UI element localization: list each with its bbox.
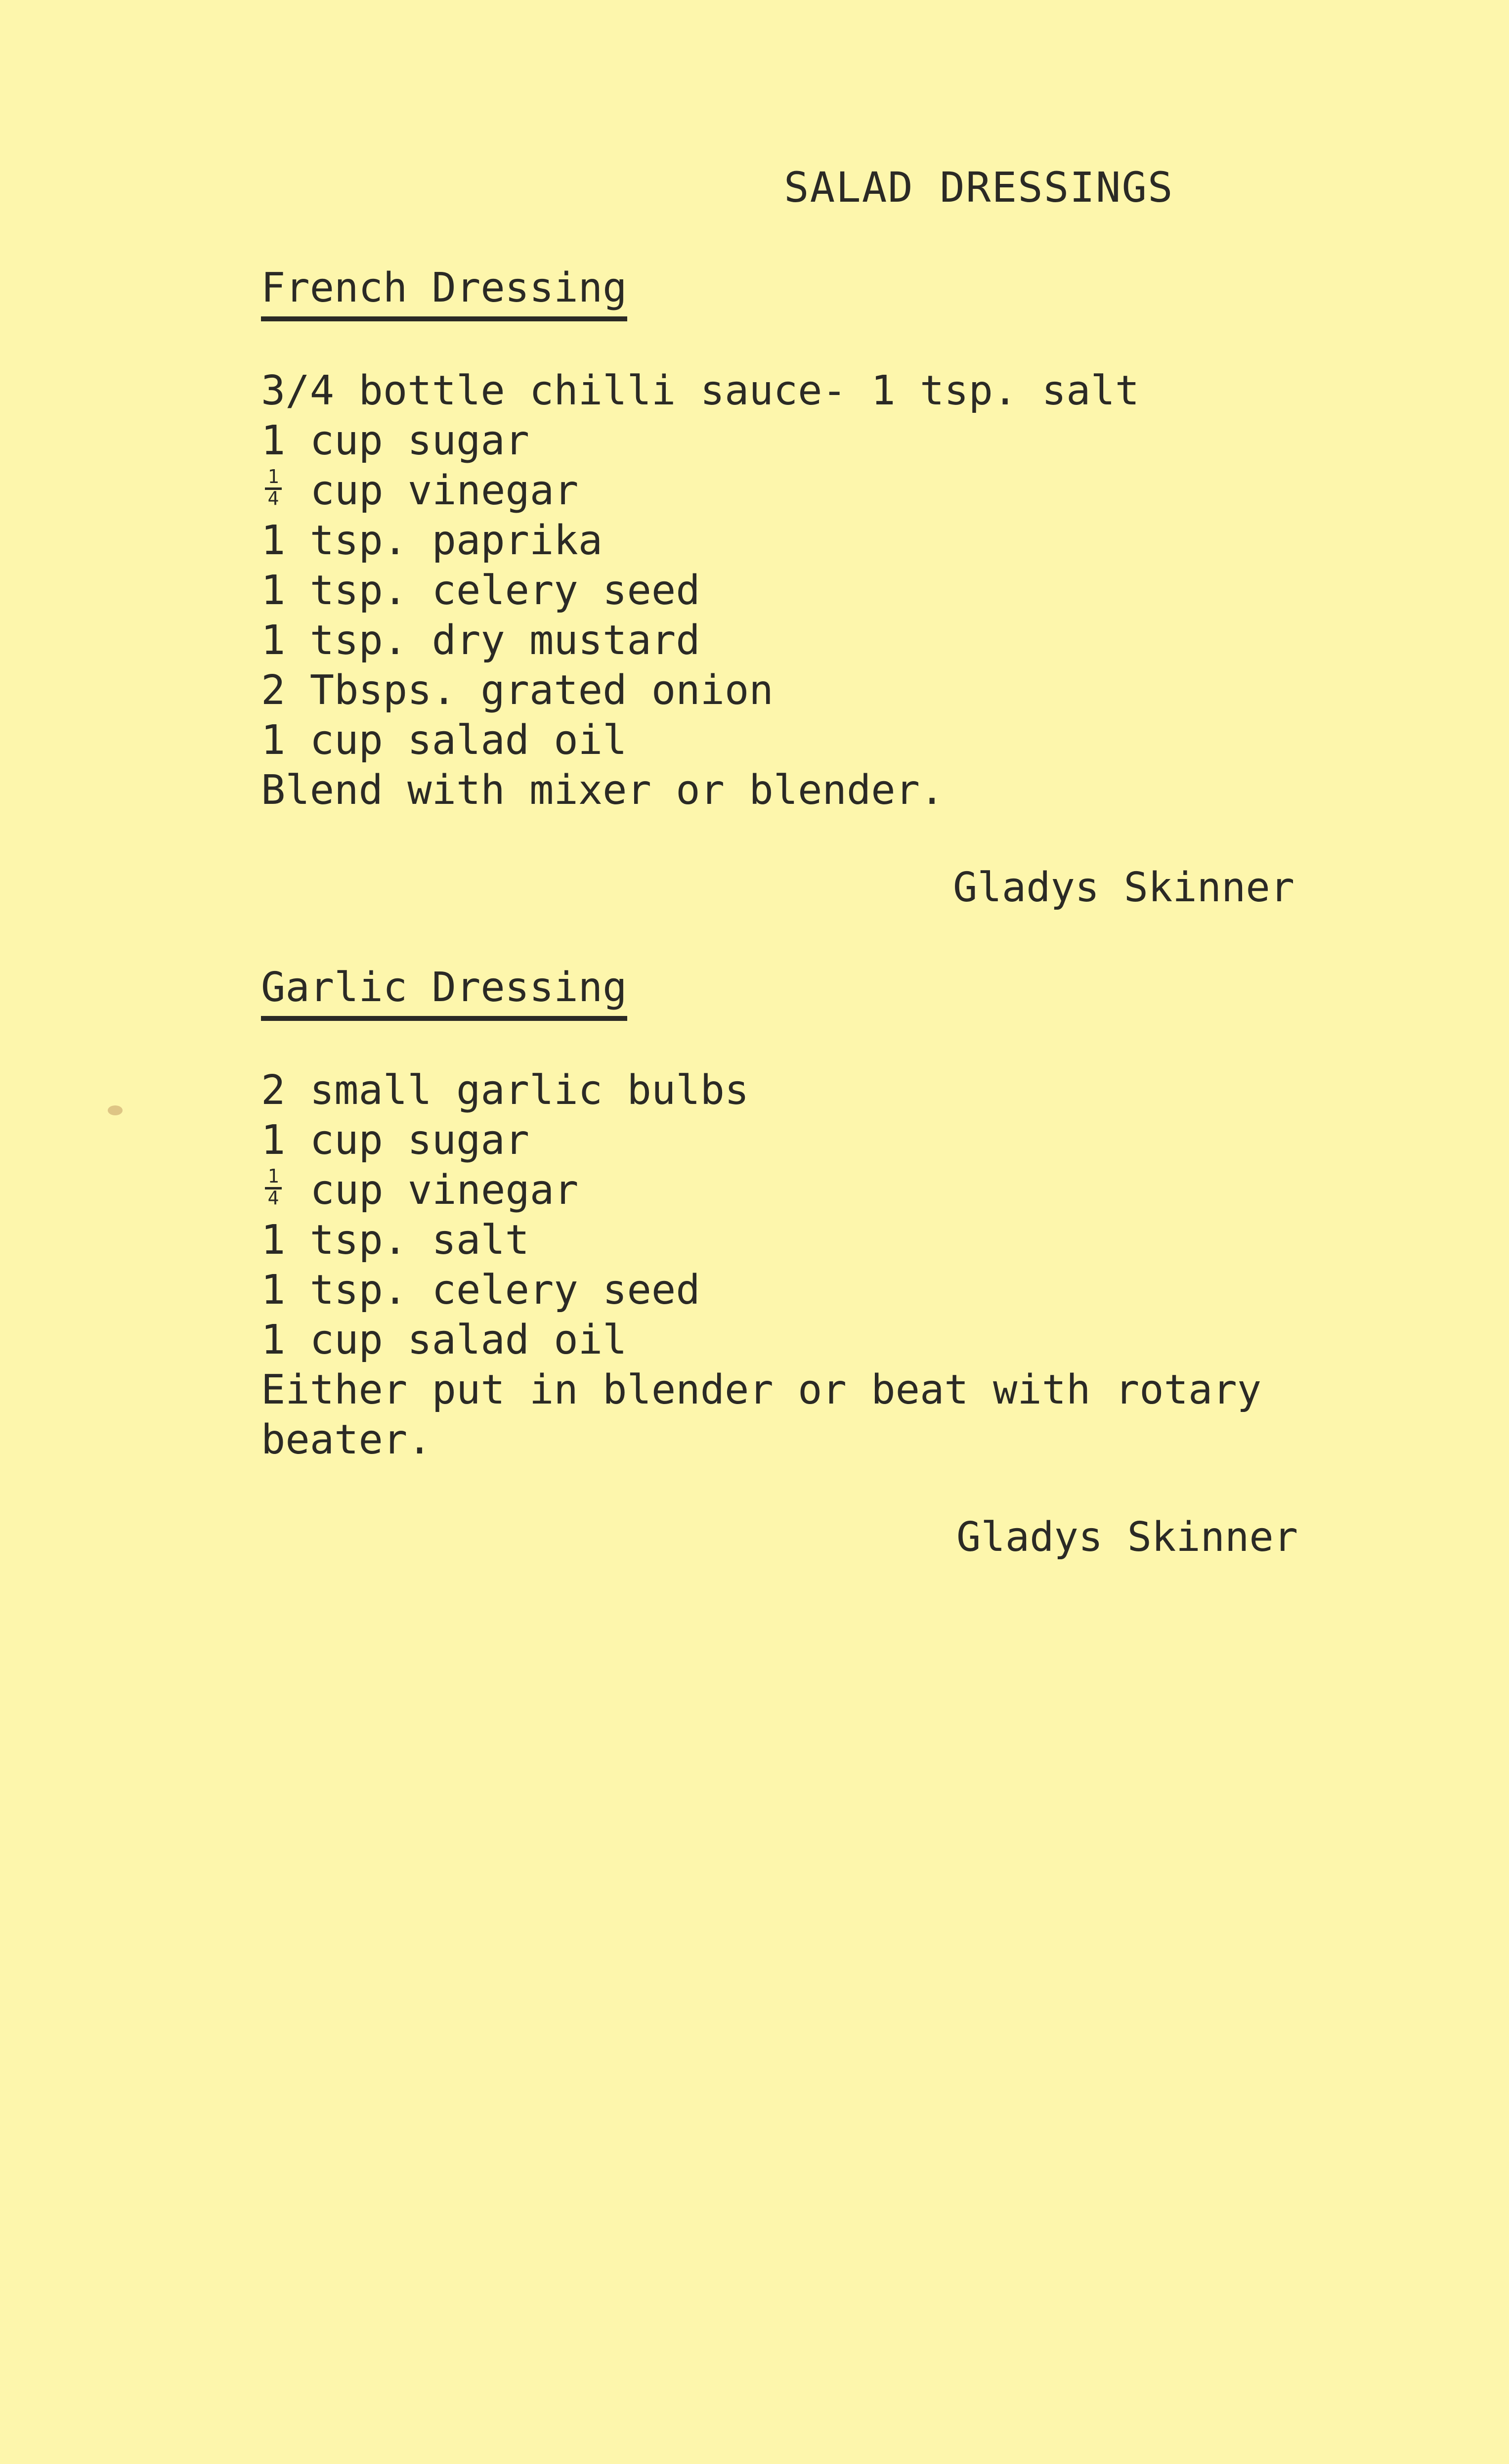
fraction-numerator: 1	[267, 1165, 279, 1187]
ingredient-text: cup vinegar	[310, 467, 579, 514]
instruction-line: beater.	[261, 1416, 432, 1463]
ingredient-line: 1 cup sugar	[261, 417, 530, 464]
ingredient-line: 1 tsp. celery seed	[261, 1267, 700, 1314]
ingredient-line: 1 cup salad oil	[261, 717, 627, 764]
recipe-heading-french-dressing: French Dressing	[261, 264, 627, 321]
fraction-numerator: 1	[267, 466, 279, 487]
fraction-denominator: 4	[267, 487, 279, 509]
recipe-heading-garlic-dressing: Garlic Dressing	[261, 964, 627, 1021]
ingredient-line	[261, 466, 1139, 516]
ingredient-line: 1 tsp. salt	[261, 1217, 530, 1264]
ingredient-line: 2 Tbsps. grated onion	[261, 667, 774, 714]
ingredient-line: 2 small garlic bulbs	[261, 1067, 749, 1114]
ingredient-list-garlic-dressing	[261, 1065, 1261, 1465]
ingredient-line: 1 cup salad oil	[261, 1317, 627, 1364]
fraction-quarter	[261, 468, 286, 507]
ingredient-line: 3/4 bottle chilli sauce- 1 tsp. salt	[261, 367, 1140, 414]
recipe-author: Gladys Skinner	[953, 864, 1295, 911]
fraction-quarter	[261, 1167, 286, 1207]
ingredient-line: 1 tsp. celery seed	[261, 567, 700, 614]
recipe-author: Gladys Skinner	[956, 1514, 1298, 1561]
ingredient-line: 1 tsp. dry mustard	[261, 617, 700, 664]
instruction-line: Blend with mixer or blender.	[261, 767, 945, 814]
paper-speck	[108, 1105, 123, 1115]
ingredient-line	[261, 1165, 1261, 1215]
ingredient-line: 1 cup sugar	[261, 1117, 530, 1164]
fraction-denominator: 4	[267, 1187, 279, 1209]
ingredient-line: 1 tsp. paprika	[261, 517, 603, 564]
ingredient-list-french-dressing	[261, 366, 1139, 815]
instruction-line: Either put in blender or beat with rotary	[261, 1366, 1262, 1413]
page-title: SALAD DRESSINGS	[784, 163, 1174, 212]
ingredient-text: cup vinegar	[310, 1167, 579, 1214]
